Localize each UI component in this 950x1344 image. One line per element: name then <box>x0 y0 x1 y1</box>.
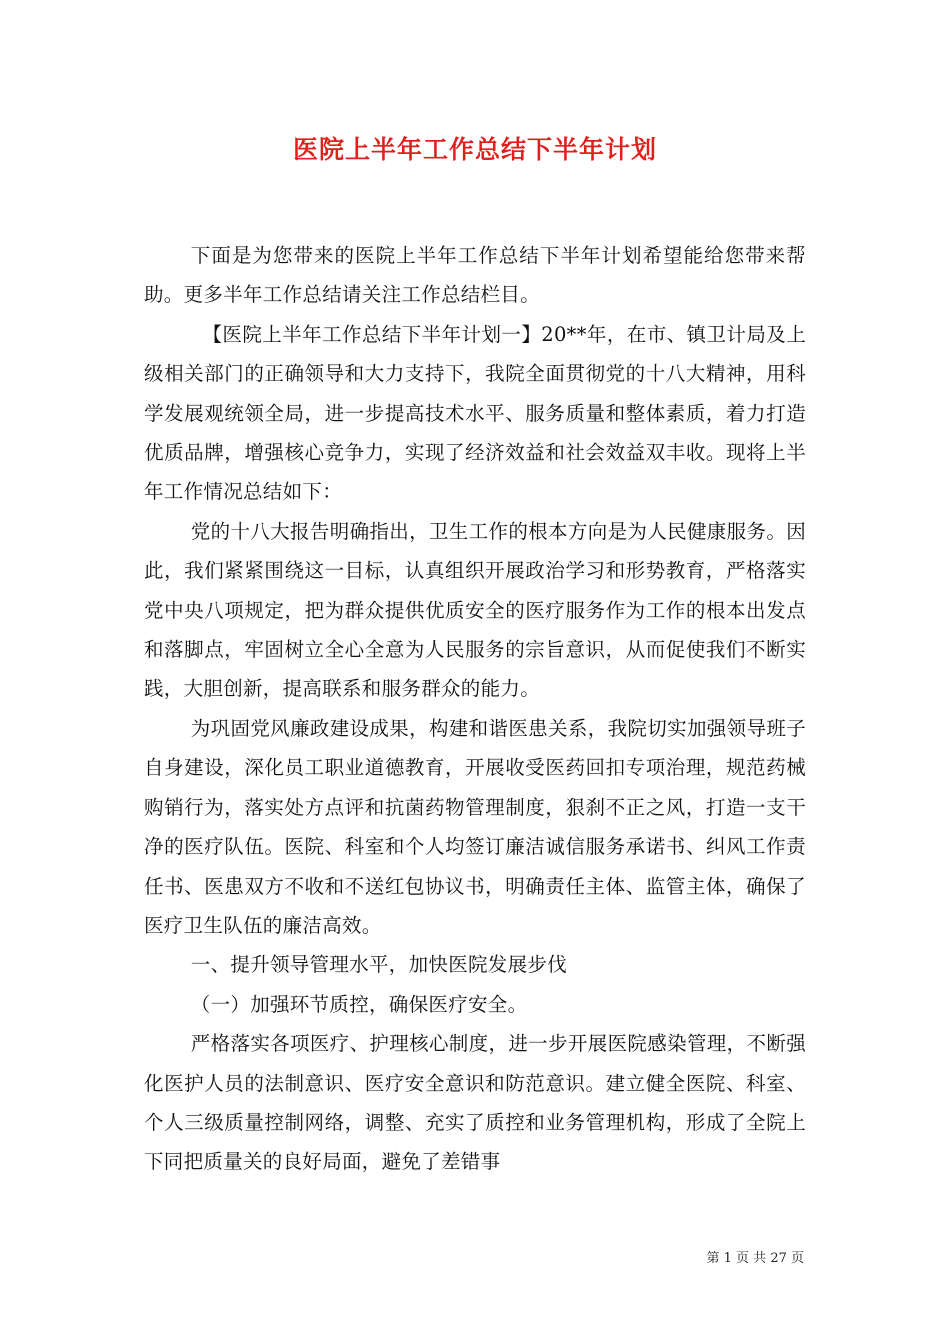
document-title: 医院上半年工作总结下半年计划 <box>292 135 657 164</box>
section-heading-one: 一、提升领导管理水平，加快医院发展步伐 <box>190 953 567 977</box>
paragraph-plan-one: 【医院上半年工作总结下半年计划一】20**年，在市、镇卫计局及上级相关部门的正确领导和大力支持下，我院全面贯彻党的十八大精神，用科学发展观统领全局，进一步提高技术水平、服务质量和整体素质，着力打造优质品牌，增强核心竞争力，实现了经济效益和社会效益双丰收。现将上半年工作情况总结如下： <box>144 322 806 504</box>
paragraph-quality-control: 严格落实各项医疗、护理核心制度，进一步开展医院感染管理，不断强化医护人员的法制意识、医疗安全意识和防范意识。建立健全医院、科室、个人三级质量控制网络，调整、充实了质控和业务管理机构，形成了全院上下同把质量关的良好局面，避免了差错事 <box>144 1032 806 1174</box>
page-number: 第 1 页 共 27 页 <box>706 1251 804 1266</box>
paragraph-party-congress: 党的十八大报告明确指出，卫生工作的根本方向是为人民健康服务。因此，我们紧紧围绕这一目标，认真组织开展政治学习和形势教育，严格落实党中央八项规定，把为群众提供优质安全的医疗服务作为工作的根本出发点和落脚点，牢固树立全心全意为人民服务的宗旨意识，从而促使我们不断实践，大胆创新，提高联系和服务群众的能力。 <box>144 519 806 701</box>
paragraph-intro: 下面是为您带来的医院上半年工作总结下半年计划希望能给您带来帮助。更多半年工作总结请关注工作总结栏目。 <box>144 244 806 307</box>
paragraph-integrity: 为巩固党风廉政建设成果，构建和谐医患关系，我院切实加强领导班子自身建设，深化员工职业道德教育，开展收受医药回扣专项治理，规范药械购销行为，落实处方点评和抗菌药物管理制度，狠刹不正之风，打造一支干净的医疗队伍。医院、科室和个人均签订廉洁诚信服务承诺书、纠风工作责任书、医患双方不收和不送红包协议书，明确责任主体、监管主体，确保了医疗卫生队伍的廉洁高效。 <box>144 716 806 937</box>
subsection-heading-one: （一）加强环节质控，确保医疗安全。 <box>190 992 528 1016</box>
document-body <box>144 236 806 1182</box>
